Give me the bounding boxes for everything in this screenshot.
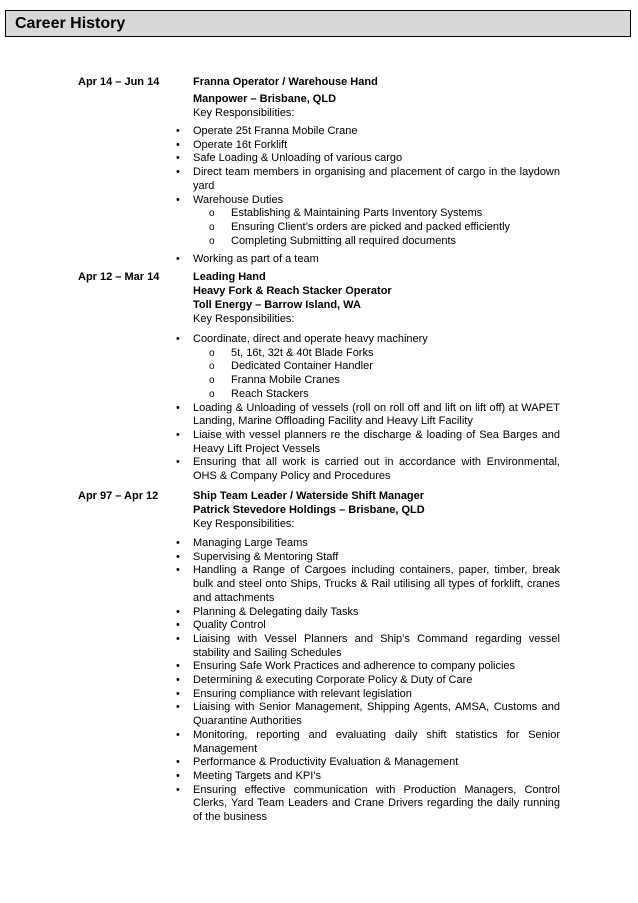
job-employer: Manpower – Brisbane, QLD — [193, 93, 337, 105]
sub-list-item: o Ensuring Client’s orders are picked and packed efficiently — [193, 221, 560, 235]
list-item-text: Managing Large Teams — [193, 537, 308, 549]
job-title: Franna Operator / Warehouse Hand — [193, 76, 378, 88]
list-item-text: Monitoring, reporting and evaluating daily shift statistics for Senior Management — [193, 728, 560, 755]
section-header — [5, 10, 631, 37]
list-item-text: Liaise with vessel planners re the discharge & loading of Sea Barges and Heavy Lift Project Vessels — [193, 428, 560, 455]
list-item-text: Performance & Productivity Evaluation & Management — [193, 756, 459, 769]
job-dates: Apr 12 – Mar 14 — [78, 271, 160, 283]
list-item-text: Ensuring compliance with relevant legislation — [193, 687, 412, 700]
list-item-text: Determining & executing Corporate Policy & Duty of Care — [193, 674, 473, 687]
key-responsibilities-label: Key Responsibilities: — [193, 518, 295, 530]
list-item — [193, 194, 560, 249]
list-item-text: Warehouse Duties — [193, 193, 284, 206]
list-item-text: Handling a Range of Cargoes including containers, paper, timber, break bulk and steel onto Ships, Trucks & Rail utilising all types of forklift, cranes and attachments — [193, 564, 560, 604]
list-item-text: Liaising with Vessel Planners and Ship’s Command regarding vessel stability and Sailing Schedules — [193, 632, 560, 659]
job-employer: Toll Energy – Barrow Island, WA — [193, 299, 361, 311]
list-item-text: Safe Loading & Unloading of various cargo — [193, 152, 403, 165]
list-item — [193, 674, 560, 688]
list-item — [193, 729, 560, 756]
list-item — [193, 125, 560, 139]
sub-list-item: o Franna Mobile Cranes — [193, 374, 560, 388]
list-item — [193, 606, 560, 620]
list-item-text: Ensuring that all work is carried out in accordance with Environmental, OHS & Company Policy and Procedures — [193, 456, 560, 483]
list-item — [193, 139, 560, 153]
sub-list-item: o Reach Stackers — [193, 388, 560, 402]
key-responsibilities-label: Key Responsibilities: — [193, 313, 295, 325]
sub-list — [193, 207, 560, 248]
sub-list-item: o Dedicated Container Handler — [193, 360, 560, 374]
sub-list-item: o Establishing & Maintaining Parts Inventory Systems — [193, 207, 560, 221]
list-item-text: Direct team members in organising and placement of cargo in the laydown yard — [193, 166, 560, 192]
list-item — [193, 660, 560, 674]
job-dates: Apr 14 – Jun 14 — [78, 76, 160, 88]
list-item-text: Liaising with Senior Management, Shipping Agents, AMSA, Customs and Quarantine Authorities — [193, 701, 560, 728]
list-item-text: Loading & Unloading of vessels (roll on roll off and lift on lift off) at WAPET Landing, Marine Offloading Facility and Heavy Lift Facility — [193, 401, 560, 428]
job-dates: Apr 97 – Apr 12 — [78, 490, 159, 502]
list-item — [193, 633, 560, 660]
list-item — [193, 429, 560, 456]
list-item — [193, 770, 560, 784]
job-title-block — [193, 75, 573, 120]
list-item-text: Quality Control — [193, 619, 266, 632]
list-item — [193, 564, 560, 605]
list-item — [193, 333, 560, 402]
job-title-block — [193, 270, 573, 326]
list-item-text: Operate 25t Franna Mobile Crane — [193, 125, 358, 137]
sub-list-item: o 5t, 16t, 32t & 40t Blade Forks — [193, 347, 560, 361]
job-employer: Patrick Stevedore Holdings – Brisbane, QLD — [193, 504, 425, 516]
list-item-text: Meeting Targets and KPI’s — [193, 769, 322, 782]
job-title: Leading Hand — [193, 271, 266, 283]
list-item-text: Coordinate, direct and operate heavy machinery — [193, 333, 428, 345]
list-item-text: Planning & Delegating daily Tasks — [193, 605, 359, 618]
list-item — [193, 701, 560, 728]
responsibility-list — [193, 537, 560, 825]
sub-list — [193, 347, 560, 402]
sub-list-item: o Completing Submitting all required documents — [193, 235, 560, 249]
job-title: Ship Team Leader / Waterside Shift Manager — [193, 490, 425, 502]
list-item — [193, 537, 560, 551]
section-title: Career History — [15, 15, 126, 32]
list-item — [193, 152, 560, 166]
list-item — [193, 166, 560, 193]
list-item-text: Ensuring effective communication with Production Managers, Control Clerks, Yard Team Leaders and Crane Drivers regarding the daily running of the business — [193, 783, 560, 824]
job-title-block — [193, 489, 573, 531]
responsibility-list — [193, 125, 560, 267]
list-item — [193, 456, 560, 483]
list-item-text: Operate 16t Forklift — [193, 138, 288, 151]
list-item-text: Ensuring Safe Work Practices and adherence to company policies — [193, 660, 516, 673]
list-item — [193, 619, 560, 633]
list-item — [193, 756, 560, 770]
list-item-text: Supervising & Mentoring Staff — [193, 550, 339, 563]
key-responsibilities-label: Key Responsibilities: — [193, 107, 295, 119]
list-item — [193, 551, 560, 565]
list-item — [193, 688, 560, 702]
list-item-text: Working as part of a team — [193, 253, 319, 266]
list-item — [193, 253, 560, 267]
job-subtitle: Heavy Fork & Reach Stacker Operator — [193, 285, 392, 297]
responsibility-list — [193, 333, 560, 484]
list-item — [193, 402, 560, 429]
list-item — [193, 784, 560, 825]
